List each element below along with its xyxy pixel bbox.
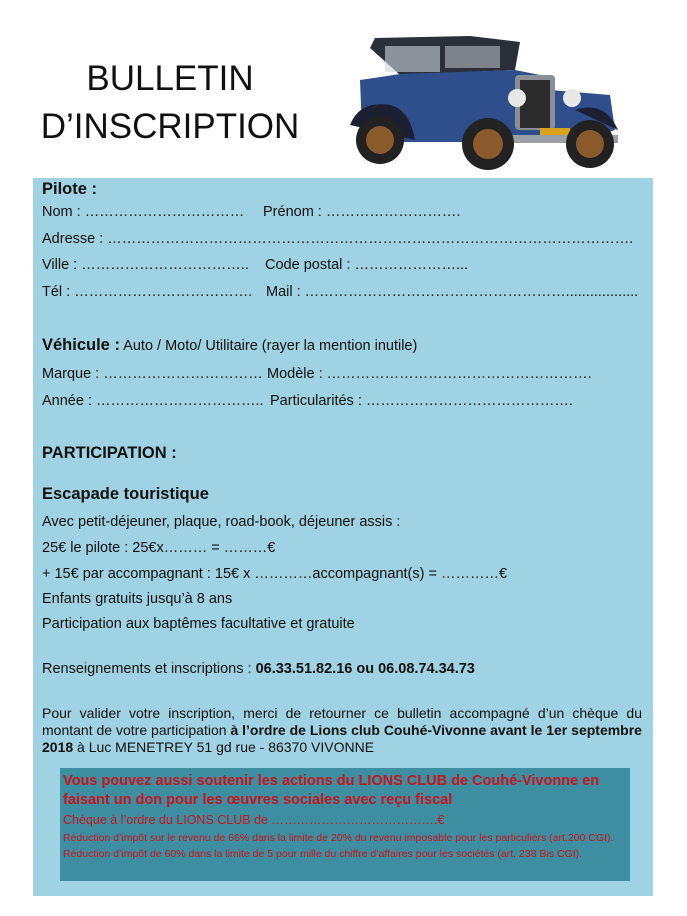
contact-label: Renseignements et inscriptions : (42, 661, 256, 677)
field-tel[interactable]: Tél : ………………………………. (42, 284, 253, 300)
participation-line-4: Enfants gratuits jusqu’à 8 ans (42, 591, 233, 607)
title-line-2: D’INSCRIPTION (40, 107, 300, 146)
vehicule-row (42, 336, 417, 355)
donation-tax-info: Réduction d’impôt sur le revenu de 66% dans la limite de 20% du revenu imposable pour les particuliers (art.200 CGI). Réduction d’impôt de 60% dans la limite de 5 pour mille du chiffre d’affaires pour les sociétés (art. 238 Bis CGI). (63, 832, 614, 860)
vehicule-heading: Véhicule : (42, 336, 120, 354)
validation-paragraph (42, 705, 642, 756)
validation-text-1: Pour valider votre inscription, merci de retourner ce bulletin accompagné d’un chèque du montant de votre participation (42, 705, 642, 738)
donation-heading: Vous pouvez aussi soutenir les actions du LIONS CLUB de Couhé-Vivonne en faisant un don pour les œuvres sociales avec reçu fiscal (63, 773, 600, 808)
participation-line-5: Participation aux baptêmes facultative et gratuite (42, 616, 355, 632)
contact-line (42, 661, 475, 677)
pilote-heading: Pilote : (42, 180, 98, 198)
field-prenom[interactable]: Prénom : ………………………. (263, 204, 461, 220)
field-adresse[interactable]: Adresse : ………………………………………………………………………………………………. (42, 231, 634, 247)
vehicule-options: Auto / Moto/ Utilitaire (rayer la mention inutile) (119, 338, 418, 354)
title-line-1: BULLETIN (86, 59, 254, 98)
field-marque[interactable]: Marque : …………………………… (42, 366, 263, 382)
field-mail[interactable]: Mail : ……………………………………………….................. (266, 284, 639, 300)
field-annee[interactable]: Année : …………………………….. (42, 393, 264, 409)
field-nom[interactable]: Nom : …………………………… (42, 204, 245, 220)
participation-line-1: Avec petit-déjeuner, plaque, road-book, déjeuner assis : (42, 514, 401, 530)
field-particularites[interactable]: Particularités : ……………………………………. (270, 393, 573, 409)
validation-text-3: à Luc MENETREY 51 gd rue - 86370 VIVONNE (73, 739, 375, 755)
participation-line-2: 25€ le pilote : 25€x……… = ………€ (42, 540, 276, 556)
validation-text-bold: à l’ordre de Lions club Couhé-Vivonne avant le 1er septembre 2018 (42, 722, 642, 755)
form-panel (33, 178, 653, 896)
participation-line-3: + 15€ par accompagnant : 15€ x …………accompagnant(s) = …………€ (42, 566, 508, 582)
participation-heading: PARTICIPATION : (42, 444, 177, 462)
field-code-postal[interactable]: Code postal : …………………... (265, 257, 469, 273)
field-ville[interactable]: Ville : …………………………….. (42, 257, 249, 273)
contact-phones: 06.33.51.82.16 ou 06.08.74.34.73 (255, 661, 475, 677)
escapade-heading: Escapade touristique (42, 485, 209, 503)
donation-cheque-line: Chèque à l’ordre du LIONS CLUB de ………………………………….€ (63, 813, 445, 827)
donation-box (60, 768, 630, 881)
field-modele[interactable]: Modèle : ………………………………………………. (267, 366, 592, 382)
vintage-car-image (340, 30, 640, 180)
